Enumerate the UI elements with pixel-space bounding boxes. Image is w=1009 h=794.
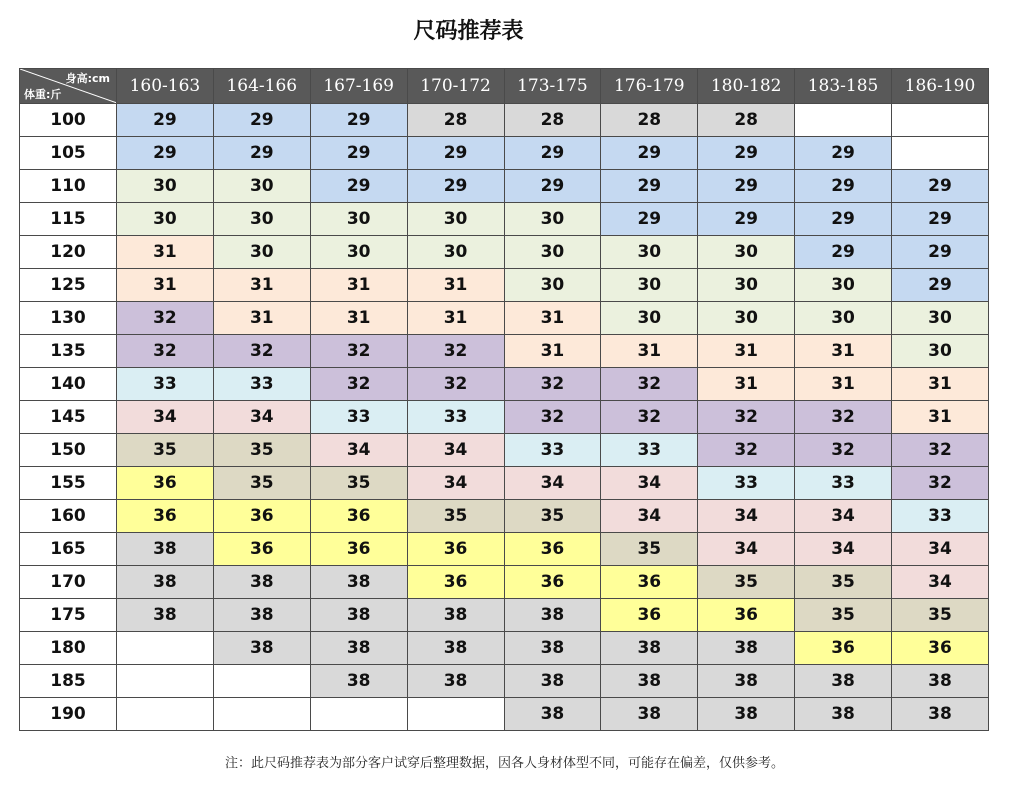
size-cell: 31 — [310, 302, 407, 335]
table-row — [20, 665, 989, 698]
size-cell: 34 — [407, 434, 504, 467]
size-cell: 36 — [601, 566, 698, 599]
table-row — [20, 566, 989, 599]
size-cell: 29 — [601, 137, 698, 170]
size-cell: 29 — [117, 104, 214, 137]
size-cell: 31 — [892, 401, 989, 434]
size-cell: 38 — [407, 632, 504, 665]
size-cell: 32 — [601, 368, 698, 401]
weight-cell: 125 — [20, 269, 117, 302]
size-cell: 38 — [892, 665, 989, 698]
size-cell: 32 — [892, 434, 989, 467]
size-cell: 38 — [504, 698, 601, 731]
size-cell: 29 — [213, 137, 310, 170]
corner-header-cell — [20, 69, 117, 104]
size-cell: 38 — [795, 698, 892, 731]
size-cell: 38 — [407, 665, 504, 698]
size-cell: 32 — [601, 401, 698, 434]
size-cell: 30 — [407, 236, 504, 269]
size-cell: 29 — [310, 137, 407, 170]
size-cell: 31 — [795, 368, 892, 401]
size-cell: 36 — [117, 467, 214, 500]
size-cell: 29 — [795, 236, 892, 269]
size-cell: 29 — [795, 203, 892, 236]
size-cell: 29 — [698, 170, 795, 203]
size-cell: 36 — [504, 566, 601, 599]
size-cell — [310, 698, 407, 731]
size-cell: 32 — [698, 401, 795, 434]
size-cell: 35 — [504, 500, 601, 533]
size-cell: 32 — [504, 368, 601, 401]
size-cell: 31 — [795, 335, 892, 368]
size-cell: 32 — [504, 401, 601, 434]
size-cell: 30 — [117, 203, 214, 236]
size-cell: 29 — [795, 170, 892, 203]
height-range-header: 170-172 — [407, 69, 504, 104]
size-cell: 30 — [504, 203, 601, 236]
size-cell: 31 — [310, 269, 407, 302]
size-cell: 34 — [795, 500, 892, 533]
size-cell: 33 — [795, 467, 892, 500]
size-cell: 35 — [892, 599, 989, 632]
weight-cell: 110 — [20, 170, 117, 203]
size-cell: 30 — [795, 302, 892, 335]
size-cell: 30 — [213, 170, 310, 203]
size-cell: 36 — [213, 533, 310, 566]
size-cell: 30 — [407, 203, 504, 236]
size-cell: 36 — [504, 533, 601, 566]
size-cell: 29 — [213, 104, 310, 137]
weight-cell: 155 — [20, 467, 117, 500]
height-range-header: 167-169 — [310, 69, 407, 104]
footnote: 注：此尺码推荐表为部分客户试穿后整理数据，因各人身材体型不同，可能存在偏差，仅供参考。 — [224, 756, 784, 771]
size-cell: 30 — [117, 170, 214, 203]
size-cell — [795, 104, 892, 137]
weight-cell: 175 — [20, 599, 117, 632]
size-cell: 30 — [310, 236, 407, 269]
size-cell: 30 — [504, 269, 601, 302]
size-cell: 36 — [698, 599, 795, 632]
size-cell — [213, 698, 310, 731]
size-cell: 36 — [795, 632, 892, 665]
size-cell: 30 — [698, 302, 795, 335]
height-range-header: 164-166 — [213, 69, 310, 104]
size-cell: 29 — [892, 170, 989, 203]
weight-cell: 105 — [20, 137, 117, 170]
table-row — [20, 236, 989, 269]
table-row — [20, 302, 989, 335]
size-cell: 28 — [504, 104, 601, 137]
size-cell: 29 — [698, 203, 795, 236]
size-cell — [117, 698, 214, 731]
size-cell: 38 — [698, 665, 795, 698]
weight-cell: 170 — [20, 566, 117, 599]
size-cell: 30 — [698, 269, 795, 302]
size-cell: 36 — [117, 500, 214, 533]
size-cell: 35 — [213, 434, 310, 467]
size-cell: 29 — [117, 137, 214, 170]
table-row — [20, 335, 989, 368]
table-row — [20, 203, 989, 236]
size-cell: 29 — [407, 137, 504, 170]
size-cell: 32 — [117, 335, 214, 368]
weight-cell: 120 — [20, 236, 117, 269]
size-cell: 30 — [892, 302, 989, 335]
size-cell: 33 — [892, 500, 989, 533]
size-cell: 36 — [213, 500, 310, 533]
size-cell: 38 — [310, 632, 407, 665]
size-cell: 38 — [407, 599, 504, 632]
weight-cell: 185 — [20, 665, 117, 698]
size-cell: 29 — [892, 269, 989, 302]
weight-cell: 160 — [20, 500, 117, 533]
size-cell: 29 — [310, 104, 407, 137]
size-cell: 35 — [795, 566, 892, 599]
size-cell: 29 — [504, 170, 601, 203]
size-cell: 29 — [504, 137, 601, 170]
table-row — [20, 434, 989, 467]
height-range-header: 176-179 — [601, 69, 698, 104]
weight-cell: 150 — [20, 434, 117, 467]
size-cell: 31 — [892, 368, 989, 401]
size-cell: 34 — [698, 500, 795, 533]
size-cell: 38 — [117, 599, 214, 632]
table-row — [20, 401, 989, 434]
size-cell: 30 — [601, 302, 698, 335]
size-cell: 38 — [213, 632, 310, 665]
size-cell: 35 — [698, 566, 795, 599]
weight-cell: 180 — [20, 632, 117, 665]
height-range-header: 186-190 — [892, 69, 989, 104]
size-cell: 30 — [213, 203, 310, 236]
size-cell: 29 — [795, 137, 892, 170]
height-range-header: 173-175 — [504, 69, 601, 104]
size-cell: 36 — [892, 632, 989, 665]
size-cell: 29 — [310, 170, 407, 203]
page-title: 尺码推荐表 — [413, 18, 524, 44]
size-cell: 34 — [795, 533, 892, 566]
size-cell: 34 — [892, 566, 989, 599]
size-cell: 34 — [601, 467, 698, 500]
size-cell: 33 — [407, 401, 504, 434]
size-cell: 31 — [698, 368, 795, 401]
height-range-header: 160-163 — [117, 69, 214, 104]
height-range-header: 183-185 — [795, 69, 892, 104]
size-cell: 38 — [795, 665, 892, 698]
table-row — [20, 170, 989, 203]
weight-cell: 135 — [20, 335, 117, 368]
weight-cell: 100 — [20, 104, 117, 137]
size-cell: 38 — [601, 632, 698, 665]
size-cell: 38 — [117, 566, 214, 599]
size-cell: 31 — [504, 335, 601, 368]
table-row — [20, 632, 989, 665]
table-row — [20, 269, 989, 302]
size-cell: 35 — [213, 467, 310, 500]
weight-cell: 130 — [20, 302, 117, 335]
size-cell: 32 — [795, 434, 892, 467]
size-cell: 31 — [117, 236, 214, 269]
weight-cell: 145 — [20, 401, 117, 434]
size-cell: 32 — [892, 467, 989, 500]
size-cell: 33 — [601, 434, 698, 467]
size-cell — [892, 104, 989, 137]
size-cell: 38 — [504, 599, 601, 632]
size-cell: 32 — [213, 335, 310, 368]
table-row — [20, 104, 989, 137]
table-row — [20, 698, 989, 731]
size-cell: 36 — [310, 500, 407, 533]
size-cell: 31 — [407, 302, 504, 335]
size-cell: 38 — [601, 665, 698, 698]
size-cell: 30 — [213, 236, 310, 269]
size-cell: 32 — [117, 302, 214, 335]
header-row — [20, 69, 989, 104]
size-cell: 33 — [213, 368, 310, 401]
size-cell: 38 — [698, 632, 795, 665]
size-cell: 30 — [601, 236, 698, 269]
size-cell — [117, 632, 214, 665]
size-chart-table — [19, 68, 989, 731]
size-cell: 38 — [310, 599, 407, 632]
size-cell: 35 — [601, 533, 698, 566]
size-cell — [213, 665, 310, 698]
size-cell: 38 — [698, 698, 795, 731]
size-cell: 34 — [213, 401, 310, 434]
size-cell: 38 — [213, 599, 310, 632]
size-cell: 28 — [601, 104, 698, 137]
weight-cell: 140 — [20, 368, 117, 401]
size-cell — [892, 137, 989, 170]
size-cell: 28 — [698, 104, 795, 137]
size-cell: 29 — [892, 203, 989, 236]
size-cell: 36 — [407, 533, 504, 566]
height-axis-label: 身高:cm — [65, 72, 110, 85]
size-cell: 30 — [310, 203, 407, 236]
size-cell: 36 — [407, 566, 504, 599]
size-cell: 35 — [310, 467, 407, 500]
size-cell: 38 — [504, 665, 601, 698]
size-cell: 38 — [310, 665, 407, 698]
size-cell: 32 — [310, 335, 407, 368]
size-cell: 36 — [601, 599, 698, 632]
size-cell: 34 — [504, 467, 601, 500]
table-row — [20, 533, 989, 566]
size-cell: 34 — [698, 533, 795, 566]
size-cell: 34 — [310, 434, 407, 467]
size-cell: 34 — [601, 500, 698, 533]
table-row — [20, 368, 989, 401]
size-cell: 38 — [601, 698, 698, 731]
size-cell: 38 — [310, 566, 407, 599]
size-cell: 36 — [310, 533, 407, 566]
size-cell: 31 — [117, 269, 214, 302]
size-cell: 30 — [892, 335, 989, 368]
size-cell: 30 — [795, 269, 892, 302]
size-cell: 32 — [795, 401, 892, 434]
size-cell: 32 — [407, 368, 504, 401]
size-cell: 32 — [698, 434, 795, 467]
size-cell: 34 — [407, 467, 504, 500]
weight-cell: 165 — [20, 533, 117, 566]
size-cell: 30 — [698, 236, 795, 269]
size-cell: 31 — [213, 302, 310, 335]
weight-cell: 115 — [20, 203, 117, 236]
table-row — [20, 467, 989, 500]
table-row — [20, 599, 989, 632]
size-cell: 32 — [407, 335, 504, 368]
size-cell: 29 — [698, 137, 795, 170]
size-cell: 34 — [892, 533, 989, 566]
size-cell: 38 — [892, 698, 989, 731]
size-cell: 34 — [117, 401, 214, 434]
size-cell: 35 — [407, 500, 504, 533]
height-range-header: 180-182 — [698, 69, 795, 104]
size-cell: 38 — [117, 533, 214, 566]
size-cell: 29 — [601, 170, 698, 203]
size-cell: 29 — [892, 236, 989, 269]
table-row — [20, 500, 989, 533]
size-cell: 31 — [407, 269, 504, 302]
size-cell: 38 — [213, 566, 310, 599]
size-cell: 33 — [117, 368, 214, 401]
table-row — [20, 137, 989, 170]
size-cell: 31 — [213, 269, 310, 302]
size-cell: 31 — [504, 302, 601, 335]
size-cell: 33 — [504, 434, 601, 467]
size-cell: 29 — [601, 203, 698, 236]
size-cell: 33 — [698, 467, 795, 500]
weight-axis-label: 体重:斤 — [24, 88, 62, 101]
size-cell: 30 — [601, 269, 698, 302]
size-cell: 33 — [310, 401, 407, 434]
size-cell: 31 — [601, 335, 698, 368]
size-cell: 28 — [407, 104, 504, 137]
size-cell — [407, 698, 504, 731]
size-cell — [117, 665, 214, 698]
size-cell: 29 — [407, 170, 504, 203]
size-cell: 38 — [504, 632, 601, 665]
size-cell: 31 — [698, 335, 795, 368]
weight-cell: 190 — [20, 698, 117, 731]
size-cell: 35 — [117, 434, 214, 467]
size-cell: 35 — [795, 599, 892, 632]
size-cell: 32 — [310, 368, 407, 401]
size-cell: 30 — [504, 236, 601, 269]
